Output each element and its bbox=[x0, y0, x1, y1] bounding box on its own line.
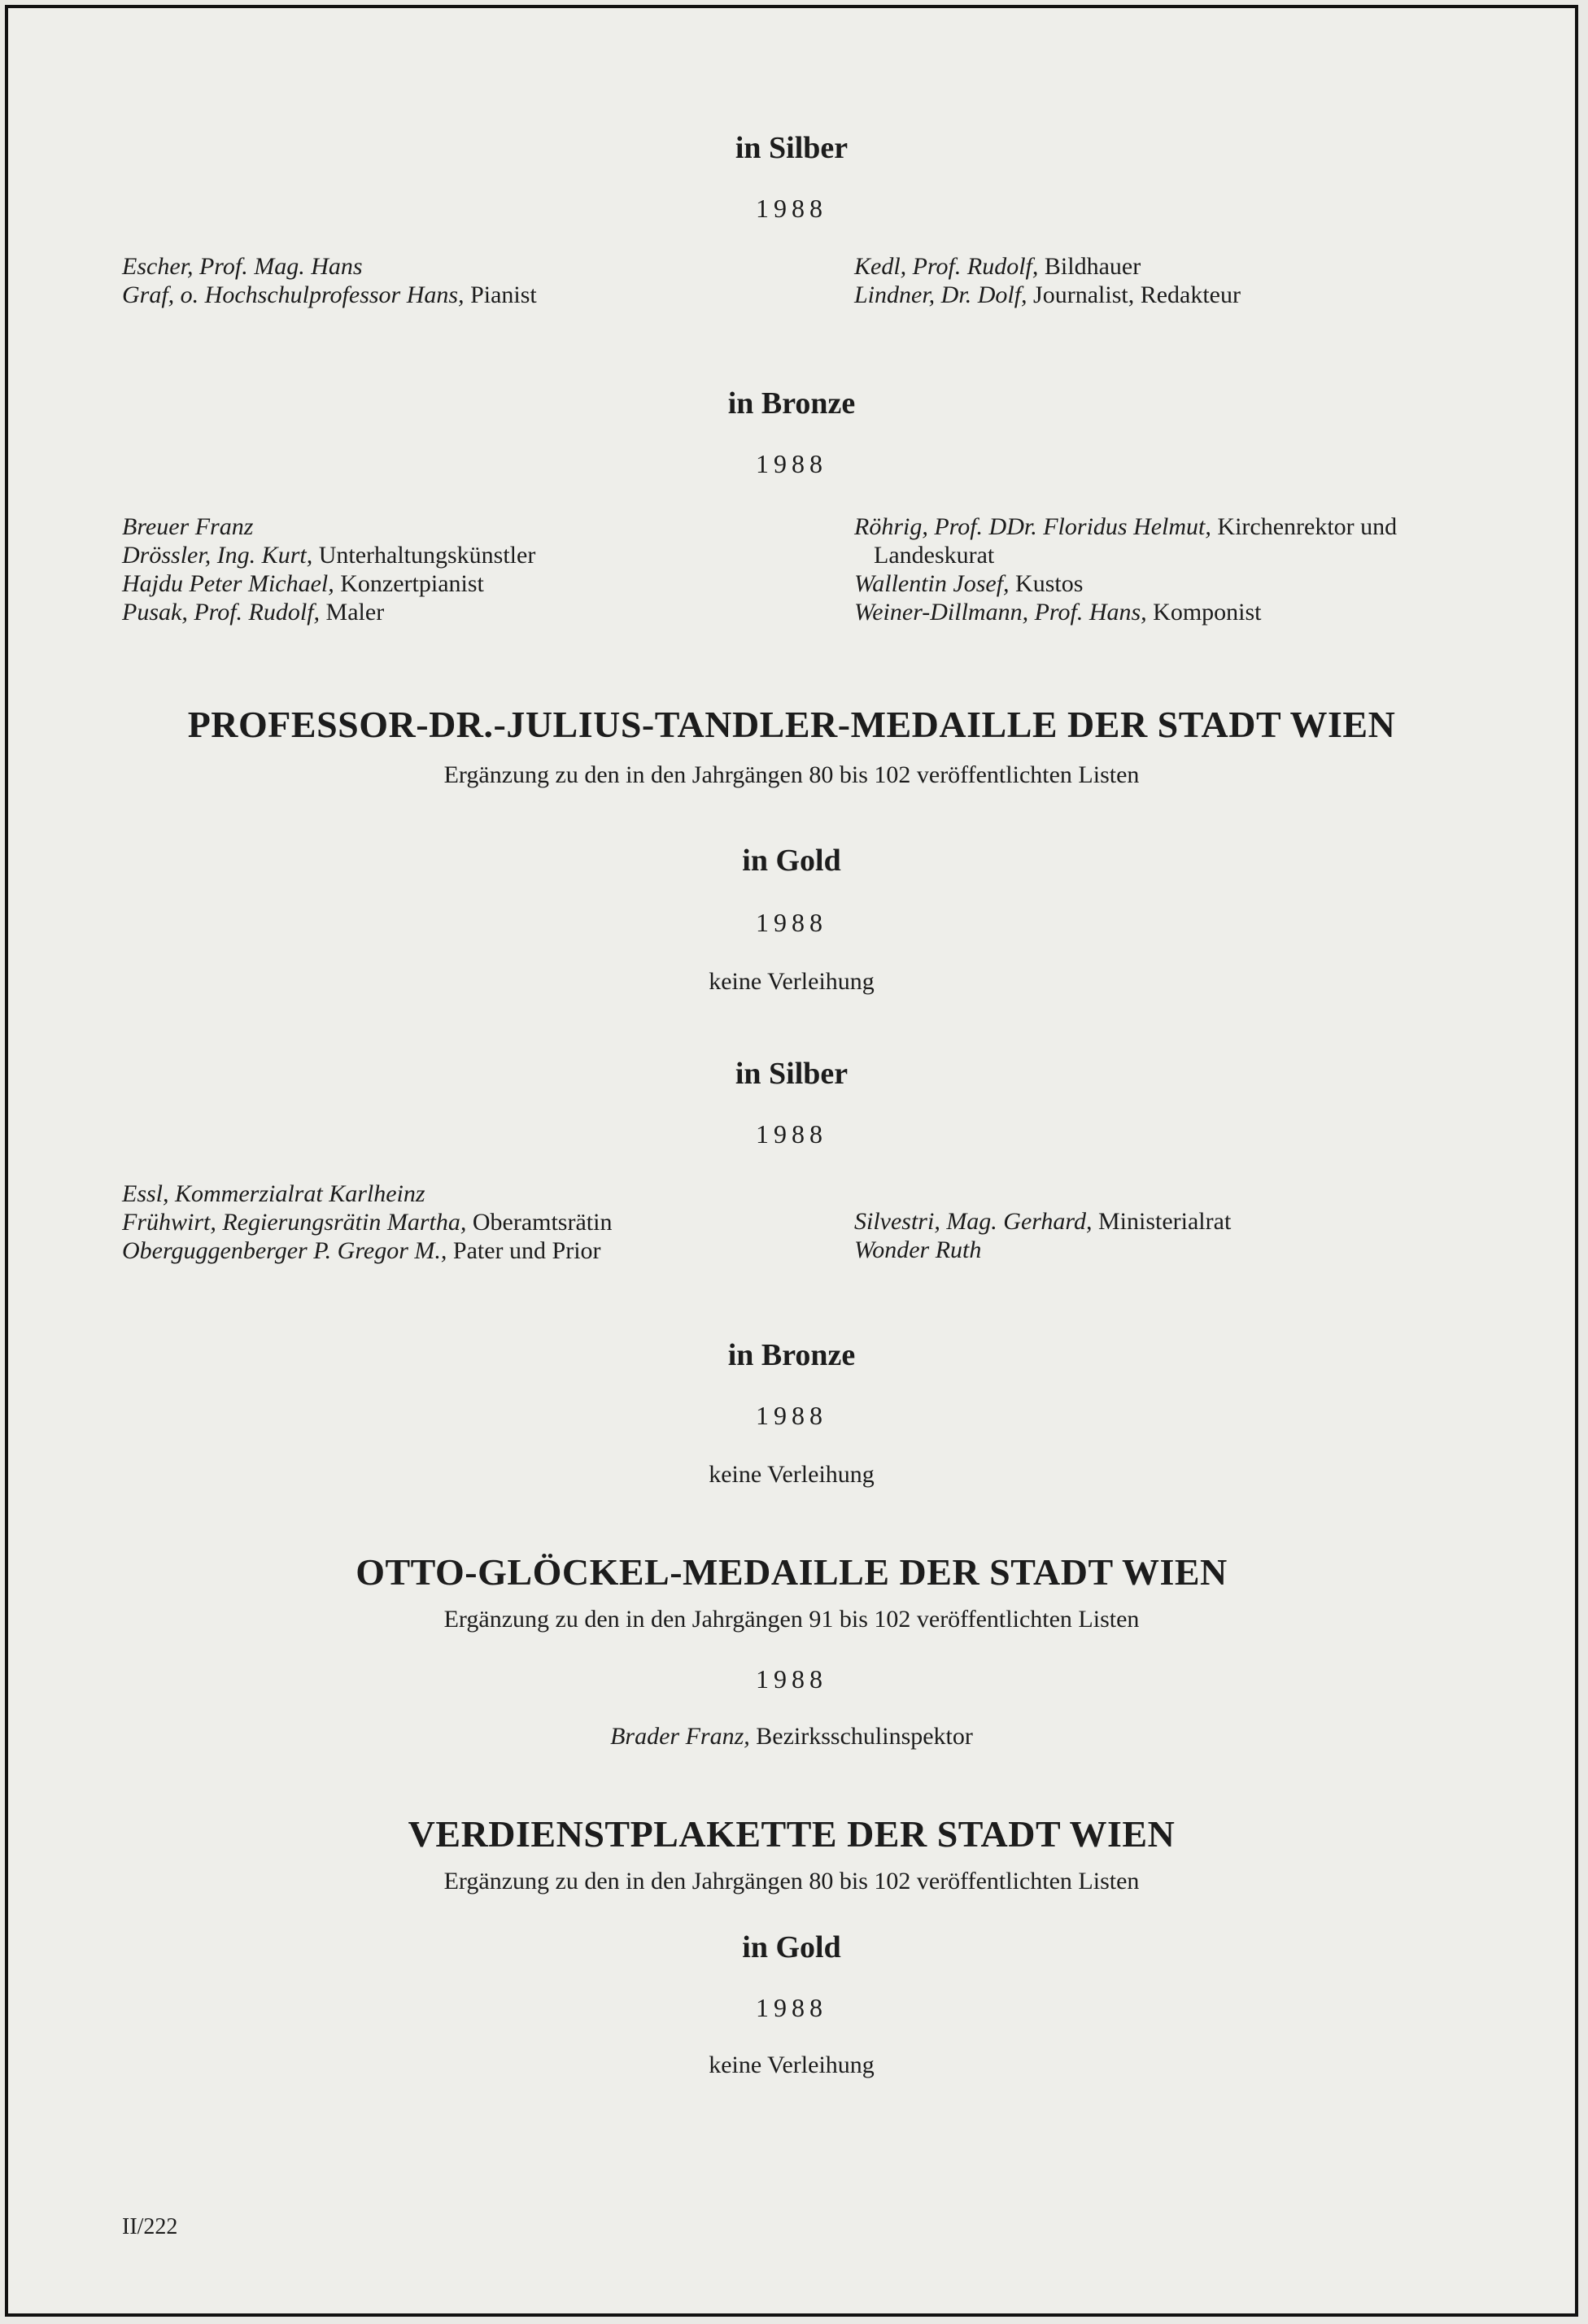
recipient-list-left bbox=[122, 1179, 612, 1265]
list-item: Silvestri, Mag. Gerhard, Ministerialrat bbox=[854, 1208, 1232, 1235]
list-item: Oberguggenberger P. Gregor M., Pater und Prior bbox=[122, 1237, 601, 1264]
section-year: 1988 bbox=[756, 1993, 827, 2022]
section-year: 1988 bbox=[756, 908, 827, 937]
recipient-list-left bbox=[122, 512, 535, 626]
recipient-list-right bbox=[854, 512, 1397, 626]
list-item: Hajdu Peter Michael, Konzertpianist bbox=[122, 570, 484, 597]
list-item: Frühwirt, Regierungsrätin Martha, Oberamtsrätin bbox=[122, 1209, 613, 1236]
list-item: Kedl, Prof. Rudolf, Bildhauer bbox=[854, 253, 1141, 280]
list-item: Graf, o. Hochschulprofessor Hans, Pianist bbox=[122, 281, 537, 308]
section-year: 1988 bbox=[756, 1401, 827, 1430]
medal-title: OTTO-GLÖCKEL-MEDAILLE DER STADT WIEN bbox=[356, 1551, 1228, 1593]
medal-caption: Ergänzung zu den in den Jahrgängen 80 bis 102 veröffentlichten Listen bbox=[443, 761, 1140, 788]
list-item: Landeskurat bbox=[874, 542, 995, 569]
list-item: Wallentin Josef, Kustos bbox=[854, 570, 1084, 597]
section-heading-silber: in Silber bbox=[735, 1057, 849, 1091]
list-item: Weiner-Dillmann, Prof. Hans, Komponist bbox=[854, 599, 1262, 626]
medal-caption: Ergänzung zu den in den Jahrgängen 80 bis 102 veröffentlichten Listen bbox=[443, 1868, 1140, 1895]
list-item: Röhrig, Prof. DDr. Floridus Helmut, Kirchenrektor und bbox=[854, 513, 1398, 540]
medal-caption: Ergänzung zu den in den Jahrgängen 91 bis 102 veröffentlichten Listen bbox=[443, 1606, 1140, 1633]
section-year: 1988 bbox=[756, 1119, 827, 1149]
no-award-note: keine Verleihung bbox=[709, 968, 875, 995]
section-year: 1988 bbox=[756, 194, 827, 223]
no-award-note: keine Verleihung bbox=[709, 2051, 875, 2078]
section-year: 1988 bbox=[756, 449, 827, 478]
medal-title: PROFESSOR-DR.-JULIUS-TANDLER-MEDAILLE DER STADT WIEN bbox=[187, 704, 1396, 745]
no-award-note: keine Verleihung bbox=[709, 1461, 875, 1488]
recipient-list-left bbox=[122, 252, 537, 309]
list-item: Escher, Prof. Mag. Hans bbox=[122, 253, 363, 280]
page-number: II/222 bbox=[122, 2214, 178, 2239]
list-item: Wonder Ruth bbox=[854, 1236, 982, 1263]
section-heading-bronze: in Bronze bbox=[727, 386, 856, 421]
section-heading-silber: in Silber bbox=[735, 131, 849, 165]
list-item: Lindner, Dr. Dolf, Journalist, Redakteur bbox=[854, 281, 1241, 308]
recipient-list-right bbox=[854, 252, 1241, 309]
document-page bbox=[5, 5, 1578, 2317]
list-item: Pusak, Prof. Rudolf, Maler bbox=[122, 599, 385, 626]
recipient-list-right bbox=[854, 1207, 1231, 1264]
list-item: Essl, Kommerzialrat Karlheinz bbox=[122, 1180, 425, 1207]
section-heading-bronze: in Bronze bbox=[727, 1338, 856, 1372]
recipient-line: Brader Franz, Bezirksschulinspektor bbox=[610, 1723, 973, 1750]
section-heading-gold: in Gold bbox=[742, 1930, 841, 1964]
list-item: Drössler, Ing. Kurt, Unterhaltungskünstler bbox=[122, 542, 536, 569]
section-year: 1988 bbox=[756, 1664, 827, 1694]
list-item: Breuer Franz bbox=[122, 513, 254, 540]
section-heading-gold: in Gold bbox=[742, 844, 841, 878]
medal-title: VERDIENSTPLAKETTE DER STADT WIEN bbox=[408, 1813, 1176, 1855]
